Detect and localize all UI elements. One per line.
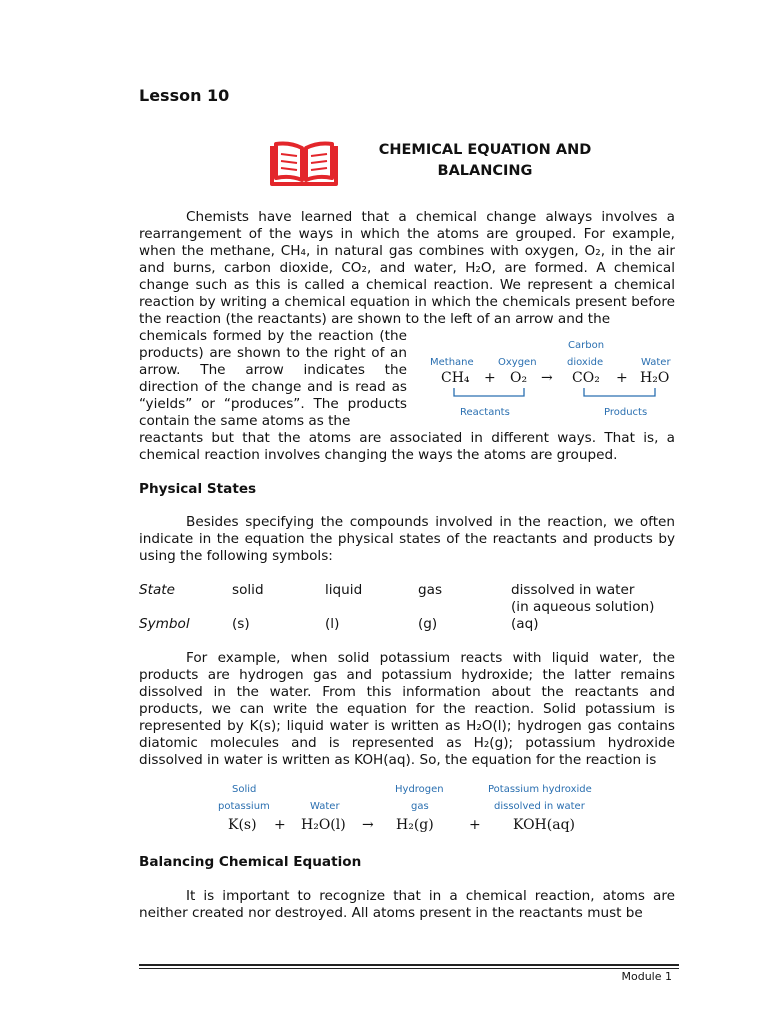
- plus-sign-4: +: [469, 817, 481, 833]
- symbol-gas: (g): [418, 616, 438, 632]
- heading-physical-states: Physical States: [139, 481, 257, 497]
- page-title: [360, 140, 610, 182]
- label-solid: Solid: [232, 784, 257, 795]
- footer-module-label: Module 1: [621, 970, 672, 983]
- yields-arrow-2: →: [362, 817, 374, 833]
- plus-sign-2: +: [616, 370, 628, 386]
- yields-arrow: →: [541, 370, 553, 386]
- states-row-extra: [139, 599, 679, 616]
- state-label: State: [139, 582, 175, 598]
- lesson-number: Lesson 10: [139, 86, 230, 105]
- methane-combustion-equation: [427, 340, 677, 420]
- intro-paragraph-2: chemicals formed by the reaction (the products) are shown to the right of an arrow. The arrow indicates the direction of the change and is read as “yields” or “produces”. The products contain the same atoms as the: [139, 328, 407, 429]
- label-water-2: Water: [310, 801, 340, 812]
- term-k: K(s): [228, 817, 257, 833]
- label-gas: gas: [411, 801, 429, 812]
- term-koh: KOH(aq): [513, 817, 576, 833]
- state-dissolved: dissolved in water: [511, 582, 635, 598]
- label-methane: Methane: [430, 357, 474, 368]
- term-h2: H₂(g): [396, 817, 434, 833]
- states-row: [139, 582, 679, 599]
- label-water: Water: [641, 357, 671, 368]
- physical-states-paragraph: Besides specifying the compounds involved in the reaction, we often indicate in the equation the physical states of the reactants and products by using the following symbols:: [139, 514, 675, 564]
- label-reactants: Reactants: [460, 407, 510, 418]
- title-line-2: BALANCING: [437, 163, 533, 179]
- label-dioxide: dioxide: [567, 357, 604, 368]
- open-book-icon: [268, 140, 340, 190]
- symbols-row: [139, 616, 679, 633]
- state-solid: solid: [232, 582, 264, 598]
- intro-paragraph-3: reactants but that the atoms are associated in different ways. That is, a chemical reaction involves changing the ways the atoms are grouped.: [139, 430, 675, 463]
- state-liquid: liquid: [325, 582, 363, 598]
- states-table: [139, 582, 679, 633]
- potassium-example-paragraph: For example, when solid potassium reacts with liquid water, the products are hydrogen gas and potassium hydroxide; the latter remains dissolved in the water. From this information about the reactants and products, we can write the equation for the reaction. Solid potassium is represented by K(s); liquid water is written as H₂O(l); hydrogen gas contains diatomic molecules and is represented as H₂(g); potassium hydroxide dissolved in water is written as KOH(aq). So, the equation for the reaction is: [139, 650, 675, 768]
- label-hydrogen: Hydrogen: [395, 784, 444, 795]
- label-potassium: potassium: [218, 801, 270, 812]
- balancing-paragraph: It is important to recognize that in a chemical reaction, atoms are neither created nor destroyed. All atoms present in the reactants must be: [139, 888, 675, 921]
- formula-o2: O₂: [510, 370, 528, 386]
- label-oxygen: Oxygen: [498, 357, 537, 368]
- plus-sign-1: +: [484, 370, 496, 386]
- products-bracket: [584, 388, 655, 396]
- formula-co2: CO₂: [572, 370, 600, 386]
- symbol-aqueous: (aq): [511, 616, 539, 632]
- potassium-water-equation: [215, 780, 615, 836]
- symbol-solid: (s): [232, 616, 250, 632]
- state-aqueous-note: (in aqueous solution): [511, 599, 655, 615]
- label-carbon: Carbon: [568, 340, 605, 351]
- formula-ch4: CH₄: [441, 370, 470, 386]
- reactants-bracket: [454, 388, 524, 396]
- label-potassium-hydroxide: Potassium hydroxide: [488, 784, 592, 795]
- label-products: Products: [604, 407, 648, 418]
- title-line-1: CHEMICAL EQUATION AND: [378, 142, 592, 158]
- formula-h2o: H₂O: [640, 370, 670, 386]
- term-h2o: H₂O(l): [301, 817, 346, 833]
- symbol-label: Symbol: [139, 616, 190, 632]
- plus-sign-3: +: [274, 817, 286, 833]
- footer-rule-thin: [139, 968, 679, 969]
- intro-paragraph-1: Chemists have learned that a chemical change always involves a rearrangement of the ways in which the atoms are grouped. For example, when the methane, CH₄, in natural gas combines with oxygen, O₂, in the air and burns, carbon dioxide, CO₂, and water, H₂O, are formed. A chemical change such as this is called a chemical reaction. We represent a chemical reaction by writing a chemical equation in which the chemicals present before the reaction (the reactants) are shown to the left of an arrow and the: [139, 209, 675, 327]
- label-dissolved-in-water: dissolved in water: [494, 801, 585, 812]
- symbol-liquid: (l): [325, 616, 340, 632]
- footer-rule-thick: [139, 964, 679, 966]
- heading-balancing: Balancing Chemical Equation: [139, 854, 362, 870]
- state-gas: gas: [418, 582, 443, 598]
